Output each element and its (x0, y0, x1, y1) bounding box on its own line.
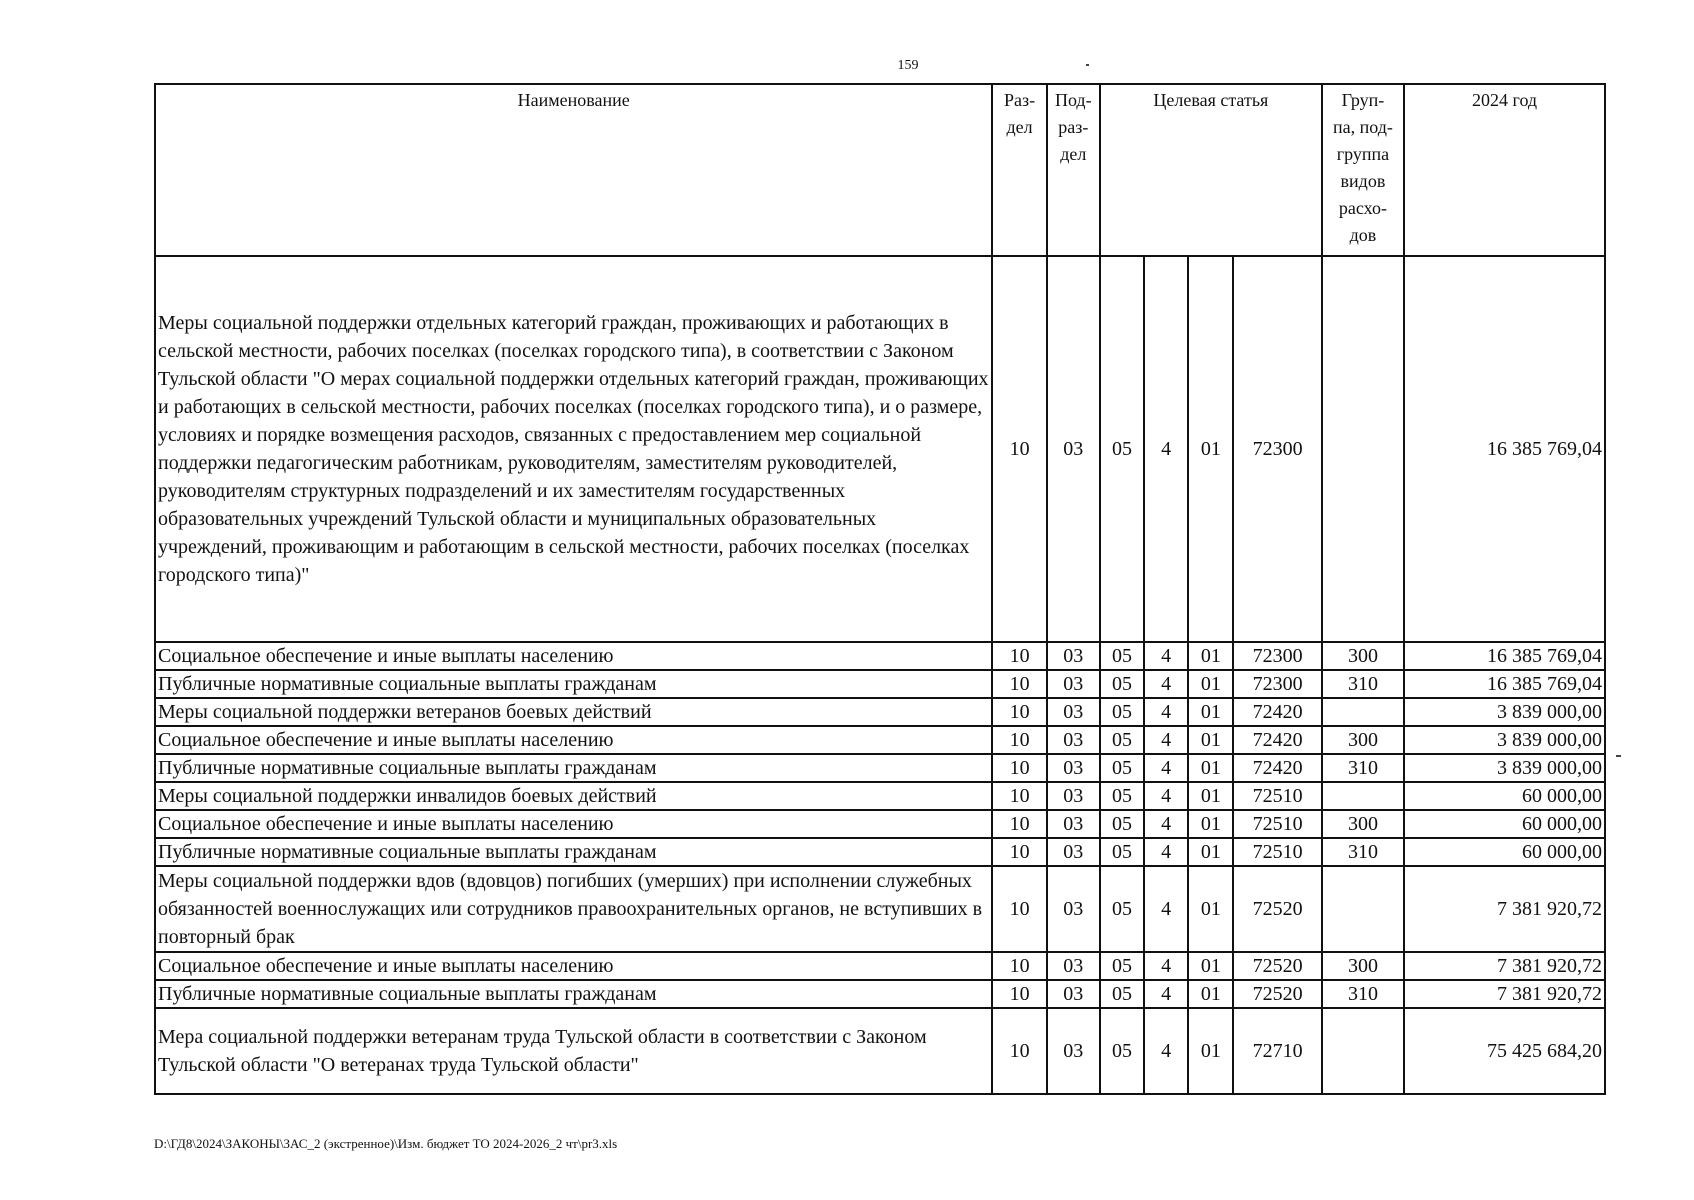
row-expense-group: 300 (1322, 952, 1404, 980)
row-target-type: 4 (1144, 754, 1188, 782)
scan-speck (1616, 755, 1621, 757)
row-target-direction: 72300 (1233, 642, 1321, 670)
row-subsection: 03 (1047, 670, 1100, 698)
row-section: 10 (992, 670, 1046, 698)
row-amount: 16 385 769,04 (1404, 670, 1605, 698)
row-target-direction: 72510 (1233, 810, 1321, 838)
row-target-direction: 72520 (1233, 952, 1321, 980)
row-target-subprogram: 01 (1188, 866, 1233, 952)
row-target-program: 05 (1100, 952, 1144, 980)
row-target-direction: 72300 (1233, 670, 1321, 698)
row-target-direction: 72300 (1233, 256, 1321, 642)
row-name: Публичные нормативные социальные выплаты гражданам (155, 754, 992, 782)
row-expense-group: 310 (1322, 980, 1404, 1008)
row-amount: 3 839 000,00 (1404, 698, 1605, 726)
row-name: Меры социальной поддержки инвалидов боевых действий (155, 782, 992, 810)
table-row (155, 726, 1605, 754)
row-expense-group: 310 (1322, 754, 1404, 782)
row-section: 10 (992, 1008, 1046, 1094)
table-row (155, 256, 1605, 642)
row-target-subprogram: 01 (1188, 782, 1233, 810)
row-target-direction: 72420 (1233, 726, 1321, 754)
row-amount: 16 385 769,04 (1404, 256, 1605, 642)
row-name: Публичные нормативные социальные выплаты гражданам (155, 980, 992, 1008)
row-expense-group: 300 (1322, 810, 1404, 838)
row-name: Социальное обеспечение и иные выплаты населению (155, 726, 992, 754)
row-name: Социальное обеспечение и иные выплаты населению (155, 810, 992, 838)
row-target-type: 4 (1144, 642, 1188, 670)
row-amount: 75 425 684,20 (1404, 1008, 1605, 1094)
table-row (155, 838, 1605, 866)
row-subsection: 03 (1047, 866, 1100, 952)
row-subsection: 03 (1047, 1008, 1100, 1094)
row-target-type: 4 (1144, 952, 1188, 980)
row-expense-group: 300 (1322, 726, 1404, 754)
row-target-program: 05 (1100, 810, 1144, 838)
row-target-subprogram: 01 (1188, 256, 1233, 642)
row-target-direction: 72420 (1233, 754, 1321, 782)
row-name: Меры социальной поддержки отдельных категорий граждан, проживающих и работающих в сельской местности, рабочих поселках (поселках городского типа), в соответствии с Законом Тульской области "О мерах социальной поддержки отдельных категорий граждан, проживающих и работающих в сельской местности, рабочих поселках (поселках городского типа), и о размере, условиях и порядке возмещения расходов, связанных с предоставлением мер социальной поддержки педагогическим работникам, руководителям, заместителям руководителей, руководителям структурных подразделений и их заместителям государственных образовательных учреждений Тульской области и муниципальных образовательных учреждений, проживающим и работающим в сельской местности, рабочих поселках (поселках городского типа)" (155, 256, 992, 642)
row-expense-group: 310 (1322, 670, 1404, 698)
row-target-program: 05 (1100, 698, 1144, 726)
row-section: 10 (992, 810, 1046, 838)
table-row (155, 866, 1605, 952)
header-section: Раз- дел (992, 84, 1046, 256)
row-section: 10 (992, 754, 1046, 782)
row-target-type: 4 (1144, 810, 1188, 838)
row-target-program: 05 (1100, 256, 1144, 642)
row-target-subprogram: 01 (1188, 980, 1233, 1008)
row-target-subprogram: 01 (1188, 810, 1233, 838)
row-target-subprogram: 01 (1188, 838, 1233, 866)
row-subsection: 03 (1047, 838, 1100, 866)
row-target-subprogram: 01 (1188, 642, 1233, 670)
row-target-direction: 72510 (1233, 838, 1321, 866)
row-target-type: 4 (1144, 866, 1188, 952)
table-row (155, 698, 1605, 726)
row-subsection: 03 (1047, 642, 1100, 670)
row-subsection: 03 (1047, 256, 1100, 642)
row-section: 10 (992, 980, 1046, 1008)
row-target-subprogram: 01 (1188, 754, 1233, 782)
row-section: 10 (992, 698, 1046, 726)
row-subsection: 03 (1047, 782, 1100, 810)
row-target-subprogram: 01 (1188, 952, 1233, 980)
row-target-subprogram: 01 (1188, 670, 1233, 698)
row-target-program: 05 (1100, 866, 1144, 952)
row-subsection: 03 (1047, 698, 1100, 726)
header-expense-group: Груп- па, под- группа видов расхо- дов (1322, 84, 1404, 256)
row-name: Публичные нормативные социальные выплаты гражданам (155, 670, 992, 698)
row-amount: 60 000,00 (1404, 782, 1605, 810)
row-section: 10 (992, 642, 1046, 670)
row-target-program: 05 (1100, 754, 1144, 782)
row-target-type: 4 (1144, 726, 1188, 754)
row-name: Публичные нормативные социальные выплаты гражданам (155, 838, 992, 866)
page-number: 159 (897, 58, 919, 73)
row-expense-group: 300 (1322, 642, 1404, 670)
row-target-direction: 72520 (1233, 866, 1321, 952)
row-target-type: 4 (1144, 670, 1188, 698)
row-target-type: 4 (1144, 256, 1188, 642)
header-year: 2024 год (1404, 84, 1605, 256)
row-section: 10 (992, 838, 1046, 866)
row-section: 10 (992, 256, 1046, 642)
row-target-direction: 72510 (1233, 782, 1321, 810)
table-row (155, 754, 1605, 782)
row-section: 10 (992, 866, 1046, 952)
row-expense-group (1322, 698, 1404, 726)
row-target-subprogram: 01 (1188, 698, 1233, 726)
row-amount: 7 381 920,72 (1404, 980, 1605, 1008)
row-target-subprogram: 01 (1188, 726, 1233, 754)
row-target-program: 05 (1100, 838, 1144, 866)
row-amount: 60 000,00 (1404, 838, 1605, 866)
row-amount: 3 839 000,00 (1404, 726, 1605, 754)
row-name: Социальное обеспечение и иные выплаты населению (155, 952, 992, 980)
table-row (155, 980, 1605, 1008)
row-amount: 60 000,00 (1404, 810, 1605, 838)
row-subsection: 03 (1047, 952, 1100, 980)
file-path-footer: D:\ГД8\2024\ЗАКОНЫ\ЗАС_2 (экстренное)\Изм. бюджет ТО 2024-2026_2 чт\pr3.xls (154, 1136, 618, 1151)
row-expense-group (1322, 1008, 1404, 1094)
table-row (155, 670, 1605, 698)
row-subsection: 03 (1047, 726, 1100, 754)
row-expense-group (1322, 256, 1404, 642)
row-target-direction: 72520 (1233, 980, 1321, 1008)
row-amount: 16 385 769,04 (1404, 642, 1605, 670)
row-subsection: 03 (1047, 810, 1100, 838)
table-row (155, 1008, 1605, 1094)
row-amount: 7 381 920,72 (1404, 866, 1605, 952)
row-target-type: 4 (1144, 1008, 1188, 1094)
row-section: 10 (992, 782, 1046, 810)
row-name: Меры социальной поддержки ветеранов боевых действий (155, 698, 992, 726)
table-row (155, 952, 1605, 980)
row-target-direction: 72710 (1233, 1008, 1321, 1094)
row-target-subprogram: 01 (1188, 1008, 1233, 1094)
header-name: Наименование (155, 84, 992, 256)
row-target-program: 05 (1100, 670, 1144, 698)
row-target-type: 4 (1144, 698, 1188, 726)
row-target-direction: 72420 (1233, 698, 1321, 726)
row-expense-group (1322, 782, 1404, 810)
row-section: 10 (992, 726, 1046, 754)
row-name: Социальное обеспечение и иные выплаты населению (155, 642, 992, 670)
row-target-program: 05 (1100, 726, 1144, 754)
scan-speck (1086, 64, 1089, 66)
row-amount: 7 381 920,72 (1404, 952, 1605, 980)
header-target-article: Целевая статья (1100, 84, 1322, 256)
table-header (155, 84, 1605, 256)
row-section: 10 (992, 952, 1046, 980)
row-name: Мера социальной поддержки ветеранам труда Тульской области в соответствии с Законом Тульской области "О ветеранах труда Тульской области" (155, 1008, 992, 1094)
row-subsection: 03 (1047, 980, 1100, 1008)
row-name: Меры социальной поддержки вдов (вдовцов) погибших (умерших) при исполнении служебных обязанностей военнослужащих или сотрудников правоохранительных органов, не вступивших в повторный брак (155, 866, 992, 952)
table-row (155, 810, 1605, 838)
row-target-type: 4 (1144, 838, 1188, 866)
row-subsection: 03 (1047, 754, 1100, 782)
row-target-program: 05 (1100, 1008, 1144, 1094)
row-target-program: 05 (1100, 782, 1144, 810)
row-expense-group (1322, 866, 1404, 952)
budget-table (154, 83, 1606, 1095)
row-target-program: 05 (1100, 980, 1144, 1008)
row-target-program: 05 (1100, 642, 1144, 670)
row-target-type: 4 (1144, 782, 1188, 810)
table-body (155, 256, 1605, 1094)
header-subsection: Под- раз- дел (1047, 84, 1100, 256)
row-expense-group: 310 (1322, 838, 1404, 866)
table-row (155, 642, 1605, 670)
row-target-type: 4 (1144, 980, 1188, 1008)
table-row (155, 782, 1605, 810)
row-amount: 3 839 000,00 (1404, 754, 1605, 782)
